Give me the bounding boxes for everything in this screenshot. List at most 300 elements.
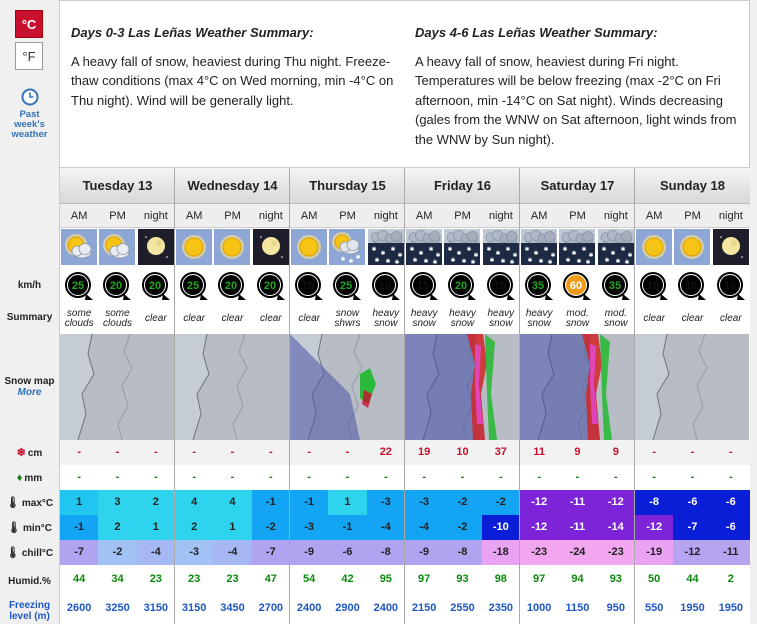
humidity: 2 [727, 573, 734, 585]
weather-icon-cell [290, 228, 328, 266]
svg-text:20: 20 [263, 280, 276, 292]
wind-speed-cell [443, 268, 481, 304]
weather-summary [558, 304, 596, 334]
rain-mm: - [652, 471, 656, 483]
weather-icon-cell [213, 228, 251, 266]
summary-line: heavy [525, 308, 553, 319]
freezing-level: 2600 [66, 602, 92, 614]
rain-unit-label: mm [24, 473, 43, 485]
svg-text:35: 35 [532, 280, 545, 292]
day-column [404, 168, 519, 624]
rain-mm: - [115, 471, 120, 483]
svg-text:10: 10 [723, 280, 736, 292]
wind-chill: -7 [60, 540, 98, 565]
svg-text:✱: ✱ [461, 258, 467, 265]
weather-summary [213, 304, 251, 334]
svg-text:20: 20 [110, 280, 123, 292]
weather-summary [712, 304, 750, 334]
weather-icon-cell [328, 228, 366, 266]
humidity: 97 [418, 573, 431, 585]
summary-line: heavy [410, 308, 438, 319]
wind-arrow-icon [601, 271, 631, 301]
summary-line: clear [719, 313, 742, 324]
svg-text:✱: ✱ [627, 252, 633, 259]
snow-map-image [60, 334, 174, 440]
wind-chill: -12 [673, 540, 711, 565]
weather-summary [673, 304, 711, 334]
max-temp: 4 [213, 490, 251, 515]
min-temp: -4 [405, 515, 443, 540]
summary-text [682, 314, 704, 324]
fahrenheit-button[interactable]: °F [15, 42, 43, 70]
svg-text:✱: ✱ [374, 257, 380, 264]
snow-unit-label: cm [27, 448, 43, 460]
svg-text:20: 20 [225, 280, 238, 292]
svg-text:✱: ✱ [418, 250, 424, 257]
svg-text:✱: ✱ [486, 246, 492, 253]
svg-text:✱: ✱ [489, 257, 495, 264]
freezing-level: 2350 [488, 602, 514, 614]
wind-speed-cell [213, 268, 251, 304]
wind-chill: -8 [443, 540, 481, 565]
freezing-label-line2: level (m) [9, 611, 50, 622]
moon-icon [138, 229, 174, 265]
wind-chill: -9 [405, 540, 443, 565]
snow-cm: 11 [520, 440, 558, 465]
humidity: 34 [111, 573, 124, 585]
forecast-grid [59, 168, 750, 624]
wind-chill: -3 [175, 540, 213, 565]
summary-line: snow [489, 318, 513, 329]
svg-text:25: 25 [340, 280, 353, 292]
svg-text:✱: ✱ [562, 246, 568, 253]
heavy-snow-icon [444, 229, 480, 265]
weather-icon-cell [252, 228, 290, 266]
summary-text [145, 314, 167, 324]
summary-line: snow [412, 318, 436, 329]
min-temp: -7 [673, 515, 711, 540]
wind-speed-cell [252, 268, 290, 304]
row-label-freezing [0, 600, 59, 622]
humidity: 93 [456, 573, 469, 585]
svg-text:20: 20 [455, 280, 468, 292]
summary-line: snow [374, 318, 398, 329]
svg-text:✱: ✱ [432, 259, 438, 265]
rain-mm: - [153, 471, 158, 483]
svg-text:✱: ✱ [380, 250, 386, 257]
svg-text:✱: ✱ [470, 259, 476, 265]
sun-snow-icon [329, 229, 365, 265]
period-label: AM [635, 204, 673, 228]
humidity: 23 [149, 573, 162, 585]
wind-chill: -4 [213, 540, 251, 565]
wind-speed-cell [175, 268, 213, 304]
humidity: 98 [494, 573, 507, 585]
wind-arrow-icon [409, 271, 439, 301]
rain-mm: - [460, 471, 465, 483]
past-weather-line3: weather [11, 129, 48, 140]
weather-icon-cell [558, 228, 596, 266]
rain-mm: - [383, 471, 388, 483]
svg-text:✱: ✱ [412, 257, 418, 264]
svg-text:✱: ✱ [543, 246, 549, 253]
freezing-level: 2150 [411, 602, 437, 614]
min-unit-label: min°C [22, 523, 52, 535]
max-unit-label: max°C [21, 498, 54, 510]
svg-text:✱: ✱ [435, 252, 441, 259]
row-label-summary: Summary [6, 312, 53, 323]
svg-text:✱: ✱ [547, 259, 553, 265]
row-label-rain [0, 473, 59, 484]
max-temp: 1 [328, 490, 366, 515]
weather-icon-cell [482, 228, 520, 266]
humidity: 93 [609, 573, 622, 585]
weather-summary [98, 304, 136, 334]
freezing-level: 1950 [718, 602, 744, 614]
summary-line: heavy [449, 308, 476, 319]
svg-text:15: 15 [493, 280, 506, 292]
freezing-level: 2700 [258, 602, 284, 614]
summary-text [720, 314, 742, 324]
min-temp: 2 [98, 515, 136, 540]
summary-line: clouds [64, 318, 94, 329]
min-temp: -3 [290, 515, 328, 540]
weather-summary [60, 304, 98, 334]
summary-text [449, 309, 476, 329]
svg-text:✱: ✱ [447, 246, 453, 253]
svg-text:25: 25 [72, 280, 85, 292]
summary-line: snow [604, 318, 628, 329]
day-column [634, 168, 749, 624]
thermometer-icon: 🌡 [5, 547, 20, 559]
wind-arrow-icon [562, 271, 592, 301]
summary-line: mod. [566, 308, 589, 319]
period-label: PM [443, 204, 481, 228]
period-label: night [252, 204, 290, 228]
svg-text:10: 10 [378, 280, 391, 292]
humidity: 44 [686, 573, 699, 585]
wind-speed-cell [558, 268, 596, 304]
summary-line: some [105, 308, 130, 319]
day-name: Friday 16 [405, 168, 520, 204]
svg-text:10: 10 [685, 280, 698, 292]
wind-arrow-icon [486, 271, 516, 301]
wind-arrow-icon [524, 271, 554, 301]
svg-text:✱: ✱ [533, 250, 539, 257]
wind-speed-cell [290, 268, 328, 304]
humidity: 42 [341, 573, 354, 585]
svg-text:✱: ✱ [550, 252, 556, 259]
sun-icon [636, 229, 672, 265]
summary-days-4-6 [415, 23, 750, 149]
snow-cm: - [712, 440, 750, 465]
svg-text:✱: ✱ [409, 246, 415, 253]
rain-mm: - [613, 471, 618, 483]
period-label: PM [98, 204, 136, 228]
humidity: 23 [188, 573, 201, 585]
humidity: 50 [648, 573, 661, 585]
row-label-wind: km/h [17, 280, 42, 291]
summary-line: some [66, 308, 92, 319]
max-temp: -12 [597, 490, 635, 515]
svg-text:✱: ✱ [601, 246, 607, 253]
snowflake-icon: ❄ [16, 447, 26, 459]
snow-cm: - [213, 440, 251, 465]
snow-map-thumbnail[interactable] [175, 334, 289, 440]
summary-line: shwrs [334, 318, 361, 329]
wind-arrow-icon [217, 271, 247, 301]
period-label: PM [213, 204, 251, 228]
day-name: Tuesday 13 [60, 168, 175, 204]
wind-arrow-icon [102, 271, 132, 301]
min-temp: -1 [328, 515, 366, 540]
summary-text [65, 309, 94, 329]
snow-map-image [520, 334, 634, 440]
min-temp: -1 [60, 515, 98, 540]
snow-cm: - [673, 440, 711, 465]
snow-map-image [175, 334, 289, 440]
wind-chill: -23 [597, 540, 635, 565]
min-temp: -11 [558, 515, 596, 540]
weather-summary [290, 304, 328, 334]
weather-icon-cell [520, 228, 558, 266]
summary-days-0-3 [71, 23, 401, 110]
svg-text:✱: ✱ [615, 258, 621, 265]
summary-line: clear [643, 313, 665, 324]
svg-text:✱: ✱ [466, 246, 472, 253]
svg-text:20: 20 [148, 280, 161, 292]
svg-text:✱: ✱ [394, 259, 400, 265]
svg-text:✱: ✱ [620, 246, 626, 253]
weather-icon-cell [597, 228, 635, 266]
min-temp: 1 [137, 515, 175, 540]
heavy-snow-icon [406, 229, 442, 265]
svg-text:✱: ✱ [505, 246, 511, 253]
raindrops-icon: ♦ [16, 472, 23, 484]
wind-arrow-icon [294, 271, 324, 301]
sun-cloud-icon [99, 229, 135, 265]
snow-cm: - [328, 440, 366, 465]
wind-chill: -23 [520, 540, 558, 565]
freezing-level: 3150 [143, 602, 169, 614]
svg-text:15: 15 [417, 280, 430, 292]
svg-text:✱: ✱ [397, 252, 403, 259]
max-temp: -2 [482, 490, 520, 515]
min-temp: -10 [482, 515, 520, 540]
svg-text:✱: ✱ [581, 246, 587, 253]
day-name: Saturday 17 [520, 168, 635, 204]
weather-icon-cell [60, 228, 98, 266]
wind-chill: -19 [635, 540, 673, 565]
wind-speed-cell [405, 268, 443, 304]
svg-text:✱: ✱ [495, 250, 501, 257]
svg-text:✱: ✱ [500, 258, 506, 265]
summary-line: mod. [604, 308, 627, 319]
snow-cm: - [175, 440, 213, 465]
celsius-button[interactable]: °C [15, 10, 43, 38]
max-temp: -3 [367, 490, 405, 515]
summary-line: clear [259, 313, 282, 324]
summary-days-4-6-text: A heavy fall of snow, heaviest during Fri night. Temperatures will be below freezing (max -2°C on Fri afternoon, min -14°C on Sat night). Winds decreasing (gales from the WNW on Sat afternoon, light winds from the WNW by Sun night). [415, 53, 737, 147]
rain-mm: - [422, 471, 426, 483]
period-label: night [367, 204, 405, 228]
svg-text:✱: ✱ [428, 246, 434, 253]
rain-mm: - [690, 471, 695, 483]
snow-map-image [290, 334, 404, 440]
sun-icon [291, 229, 327, 265]
svg-text:✱: ✱ [585, 259, 591, 265]
weather-icon-cell [443, 228, 481, 266]
rain-mm: - [268, 471, 273, 483]
wind-arrow-icon [639, 271, 669, 301]
min-temp: -2 [443, 515, 481, 540]
weather-summary [597, 304, 635, 334]
max-temp: -1 [252, 490, 290, 515]
wind-speed-cell [597, 268, 635, 304]
period-label: PM [558, 204, 596, 228]
svg-text:✱: ✱ [509, 259, 515, 265]
svg-text:✱: ✱ [473, 252, 479, 259]
freezing-level: 2900 [335, 602, 360, 614]
summary-text [298, 314, 320, 324]
weather-summary [252, 304, 290, 334]
heavy-snow-icon [598, 229, 634, 265]
freezing-level: 1150 [565, 602, 590, 614]
snow-map-more-link[interactable]: More [17, 387, 42, 398]
summary-line: clouds [103, 318, 132, 329]
weather-summary [175, 304, 213, 334]
snow-cm: 19 [405, 440, 443, 465]
max-temp: -3 [405, 490, 443, 515]
row-label-humidity: Humid.% [8, 576, 51, 587]
wind-chill: -24 [558, 540, 596, 565]
wind-speed-cell [673, 268, 711, 304]
moon-icon [713, 229, 749, 265]
summary-line: clear [144, 313, 167, 324]
wind-arrow-icon [447, 271, 477, 301]
snow-map-thumbnail[interactable] [405, 334, 519, 440]
svg-text:✱: ✱ [604, 257, 610, 264]
summary-text [103, 309, 132, 329]
day-column [289, 168, 404, 624]
min-temp: -12 [520, 515, 558, 540]
summary-line: snow [527, 318, 551, 329]
svg-text:✱: ✱ [340, 256, 346, 263]
weather-icon-cell [367, 228, 405, 266]
weather-summary [443, 304, 481, 334]
svg-text:✱: ✱ [390, 246, 396, 253]
max-temp: -12 [520, 490, 558, 515]
row-label-max [0, 498, 59, 509]
snow-map-thumbnail[interactable] [290, 334, 404, 440]
svg-text:15: 15 [647, 280, 660, 292]
period-label: AM [290, 204, 328, 228]
max-temp: -2 [443, 490, 481, 515]
freezing-level: 2400 [296, 602, 322, 614]
day-column [59, 168, 174, 624]
svg-text:25: 25 [187, 280, 200, 292]
humidity: 23 [226, 573, 239, 585]
svg-text:✱: ✱ [355, 254, 361, 261]
svg-text:15: 15 [302, 280, 315, 292]
rain-mm: - [77, 471, 81, 483]
sun-cloud-icon [61, 229, 97, 265]
svg-text:✱: ✱ [450, 257, 456, 264]
svg-text:✱: ✱ [371, 246, 377, 253]
summary-line: snow [565, 318, 590, 329]
weather-summary [328, 304, 366, 334]
period-label: AM [520, 204, 558, 228]
row-label-min [0, 523, 59, 534]
summary-text [487, 309, 514, 329]
max-temp: -1 [290, 490, 328, 515]
summary-text [183, 314, 205, 324]
summary-days-0-3-title: Days 0-3 Las Leñas Weather Summary: [71, 25, 314, 40]
snow-cm: 10 [443, 440, 481, 465]
svg-text:✱: ✱ [524, 246, 530, 253]
snow-cm: - [137, 440, 175, 465]
rain-mm: - [307, 471, 311, 483]
weather-summary-panel [59, 0, 750, 168]
summary-text [222, 314, 244, 324]
summary-text [411, 309, 438, 329]
snow-cm: - [60, 440, 98, 465]
min-temp: 1 [213, 515, 251, 540]
min-temp: 2 [175, 515, 213, 540]
humidity: 97 [533, 573, 546, 585]
heavy-snow-icon [521, 229, 557, 265]
freezing-level: 3150 [181, 602, 207, 614]
rain-mm: - [537, 471, 541, 483]
svg-text:✱: ✱ [456, 250, 462, 257]
wind-arrow-icon [179, 271, 209, 301]
svg-text:✱: ✱ [576, 258, 582, 265]
thermometer-icon: 🌡 [5, 497, 20, 509]
wind-speed-cell [712, 268, 750, 304]
day-name: Sunday 18 [635, 168, 750, 204]
period-label: PM [673, 204, 711, 228]
snow-map-thumbnail[interactable] [635, 334, 749, 440]
summary-line: heavy [372, 308, 400, 319]
snow-map-image [405, 334, 519, 440]
max-temp: -6 [673, 490, 711, 515]
wind-chill: -9 [290, 540, 328, 565]
rain-mm: - [345, 471, 350, 483]
wind-speed-cell [137, 268, 175, 304]
heavy-snow-icon [559, 229, 595, 265]
summary-line: snow [335, 308, 360, 319]
clock-icon [21, 88, 39, 106]
wind-speed-cell [367, 268, 405, 304]
weather-summary [137, 304, 175, 334]
svg-text:✱: ✱ [512, 252, 518, 259]
rain-mm: - [575, 471, 580, 483]
past-weather-link[interactable] [0, 88, 59, 140]
row-label-snow [0, 448, 59, 459]
day-name: Wednesday 14 [175, 168, 290, 204]
wind-speed-cell [520, 268, 558, 304]
min-temp: -2 [252, 515, 290, 540]
wind-chill: -8 [367, 540, 405, 565]
snow-map-thumbnail[interactable] [520, 334, 634, 440]
chill-unit-label: chill°C [21, 548, 54, 560]
wind-chill: -7 [252, 540, 290, 565]
freezing-label-line1: Freezing [8, 600, 51, 611]
wind-speed-cell [328, 268, 366, 304]
snow-map-thumbnail[interactable] [60, 334, 174, 440]
snow-cm: 37 [482, 440, 520, 465]
wind-arrow-icon [371, 271, 401, 301]
